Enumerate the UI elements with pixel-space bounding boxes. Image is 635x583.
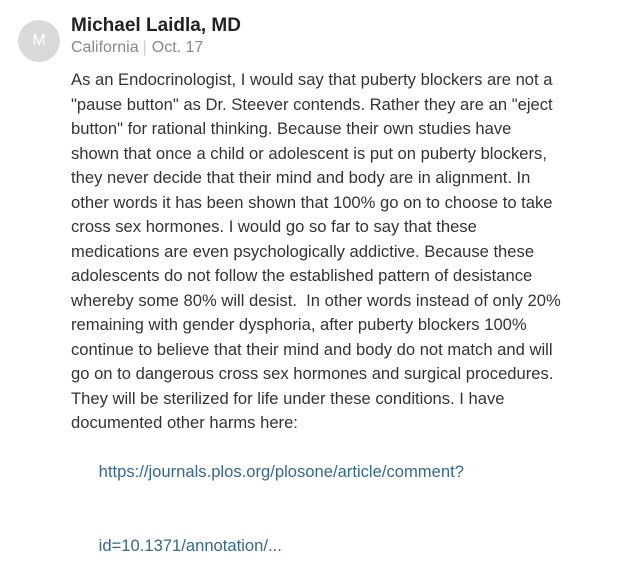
comment-line: button" for rational thinking. Because their own studies have [71, 119, 512, 138]
comment-line: remaining with gender dysphoria, after puberty blockers 100% [71, 315, 527, 334]
comment-link-line-2: id=10.1371/annotation/... [98, 535, 282, 555]
comment-line: medications are even psychologically addictive. Because these [71, 241, 535, 261]
comment-line: they never decide that their mind and body are in alignment. In [71, 168, 531, 187]
comment-line: "pause button" as Dr. Steever contends. Rather they are an "eject [71, 94, 553, 114]
comment-line: go on to dangerous cross sex hormones and surgical procedures. [71, 364, 554, 383]
meta-separator: | [142, 39, 147, 56]
comment-line: shown that once a child or adolescent is put on puberty blockers, [71, 143, 547, 163]
comment-line: They will be sterilized for life under these conditions. I have [71, 388, 505, 408]
comment-body [71, 68, 626, 583]
comment-meta [71, 38, 203, 58]
comment-line: whereby some 80% will desist. In other words instead of only 20% [71, 290, 561, 310]
comment-line: continue to believe that their mind and body do not match and will [71, 339, 553, 359]
comment-line: cross sex hormones. I would go so far to say that these [71, 217, 477, 236]
comment-date: Oct. 17 [151, 39, 204, 56]
comment-line: other words it has been shown that 100% go on to choose to take [71, 192, 553, 212]
comment-link-line-1: https://journals.plos.org/plosone/article/comment? [98, 462, 464, 481]
comment-line: documented other harms here: [71, 413, 298, 432]
comment-line: adolescents do not follow the established pattern of desistance [71, 266, 533, 285]
comment-location: California [71, 39, 139, 56]
comment-link[interactable] [71, 436, 626, 583]
comment-author: Michael Laidla, MD [71, 15, 241, 36]
avatar: M [18, 20, 60, 62]
comment-line: As an Endocrinologist, I would say that puberty blockers are not a [71, 70, 553, 89]
